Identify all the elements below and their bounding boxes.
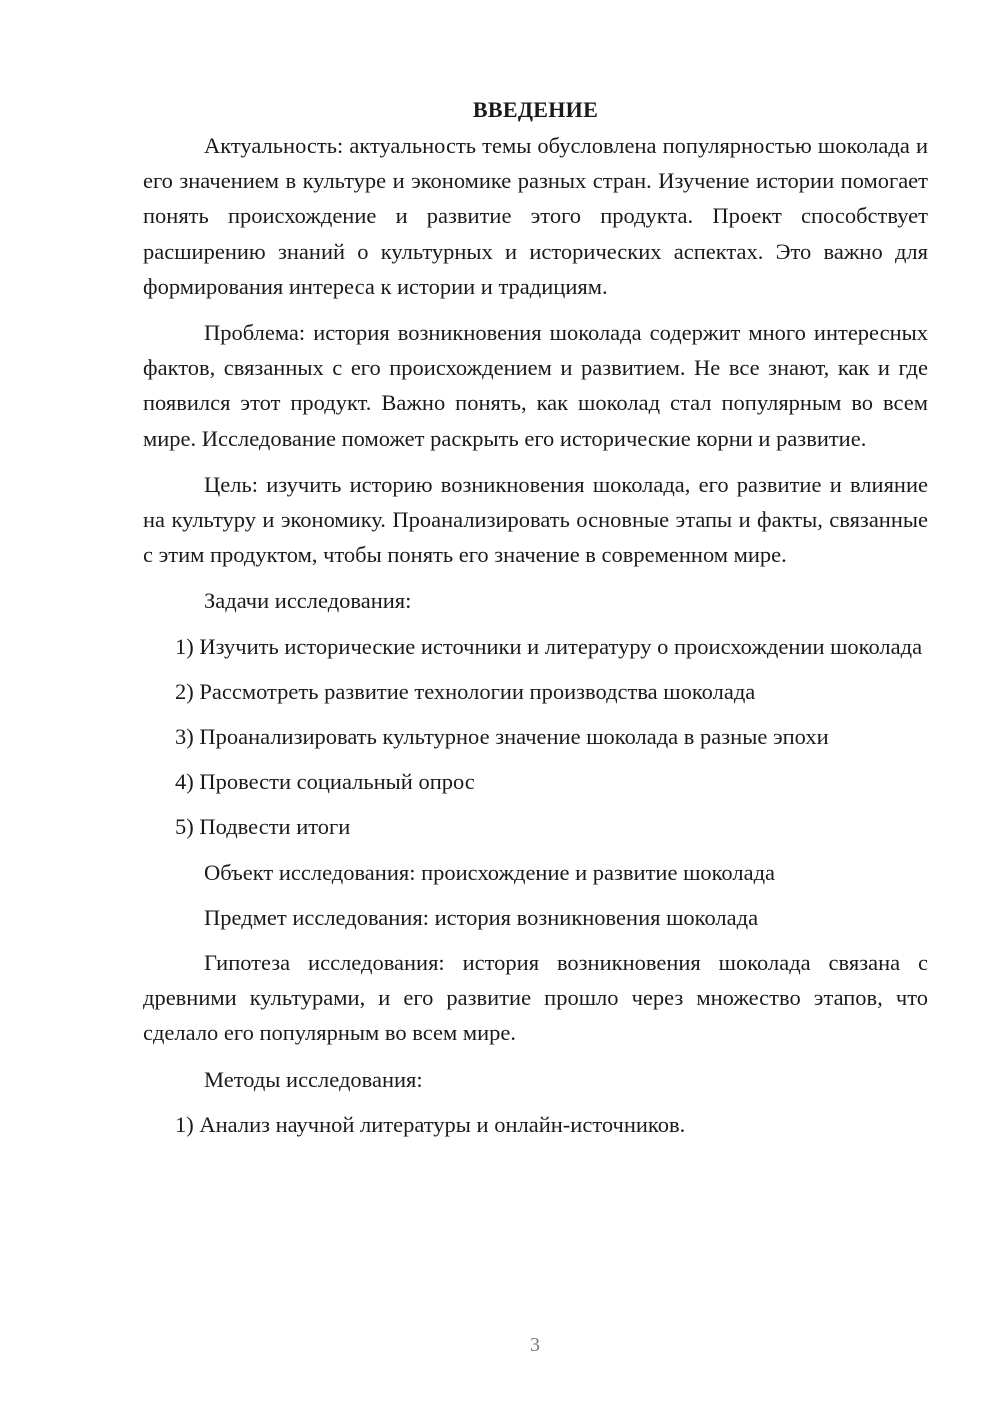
task-item-4: 4) Провести социальный опрос: [175, 769, 475, 795]
task-item-1: 1) Изучить исторические источники и литературу о происхождении шоколада: [175, 633, 923, 659]
goal-paragraph: Цель: изучить историю возникновения шоколада, его развитие и влияние на культуру и экономику. Проанализировать основные этапы и факты, связанные с этим продуктом, чтобы понять его значение в современном мире.: [143, 471, 928, 568]
research-subject: Предмет исследования: история возникновения шоколада: [204, 904, 759, 930]
task-item-2: 2) Рассмотреть развитие технологии производства шоколада: [175, 678, 756, 704]
task-item-5: 5) Подвести итоги: [175, 814, 351, 840]
page-title: ВВЕДЕНИЕ: [472, 97, 599, 122]
hypothesis-paragraph: Гипотеза исследования: история возникновения шоколада связана с древними культурами, и его развитие прошло через множество этапов, что сделало его популярным во всем мире.: [143, 950, 928, 1046]
tasks-heading: Задачи исследования:: [204, 588, 412, 614]
task-item-3: 3) Проанализировать культурное значение шоколада в разные эпохи: [175, 724, 829, 750]
research-object: Объект исследования: происхождение и развитие шоколада: [204, 859, 776, 885]
page-number: 3: [530, 1334, 540, 1356]
document-page: [143, 92, 928, 1152]
relevance-paragraph: Актуальность: актуальность темы обусловлена популярностью шоколада и его значением в культуре и экономике разных стран. Изучение истории помогает понять происхождение и развитие этого продукта. Проект способствует расширению знаний о культурных и исторических аспектах. Это важно для формирования интереса к истории и традициям.: [143, 133, 928, 299]
method-item-1: 1) Анализ научной литературы и онлайн-источников.: [175, 1111, 686, 1137]
problem-paragraph: Проблема: история возникновения шоколада содержит много интересных фактов, связанных с его происхождением и развитием. Не все знают, как и где появился этот продукт. Важно понять, как шоколад стал популярным во всем мире. Исследование поможет раскрыть его исторические корни и развитие.: [143, 320, 928, 451]
methods-heading: Методы исследования:: [204, 1066, 423, 1092]
